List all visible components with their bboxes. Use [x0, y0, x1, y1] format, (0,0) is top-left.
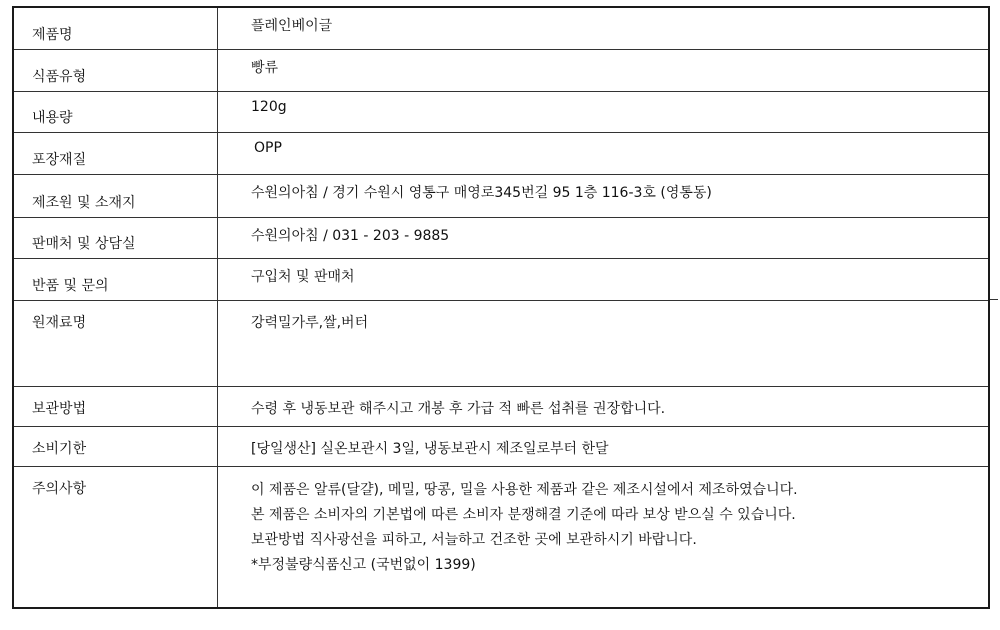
row-product-name	[14, 8, 988, 50]
row-returns	[14, 259, 988, 301]
value-packaging: OPP	[254, 140, 282, 156]
value-food-type: 빵류	[251, 60, 279, 76]
label-content: 내용량	[14, 92, 218, 132]
label-manufacturer: 제조원 및 소재지	[14, 175, 218, 217]
row-expiry	[14, 427, 988, 467]
row-storage	[14, 387, 988, 427]
caution-line-4: *부정불량식품신고 (국번없이 1399)	[251, 557, 476, 573]
label-ingredients: 원재료명	[14, 301, 218, 386]
label-storage: 보관방법	[14, 387, 218, 426]
value-seller: 수원의아침 / 031 - 203 - 9885	[251, 228, 450, 244]
row-packaging	[14, 133, 988, 175]
row-food-type	[14, 50, 988, 92]
label-seller: 판매처 및 상담실	[14, 218, 218, 258]
label-packaging: 포장재질	[14, 133, 218, 174]
label-caution: 주의사항	[14, 467, 218, 607]
row-ingredients	[14, 301, 988, 387]
row-seller	[14, 218, 988, 259]
row-manufacturer	[14, 175, 988, 218]
row-content	[14, 92, 988, 133]
value-manufacturer: 수원의아침 / 경기 수원시 영통구 매영로345번길 95 1층 116-3호 (영통동)	[251, 185, 712, 201]
divider-mark	[990, 299, 998, 300]
value-ingredients: 강력밀가루,쌀,버터	[251, 315, 369, 331]
label-returns: 반품 및 문의	[14, 259, 218, 300]
row-caution	[14, 467, 988, 607]
label-expiry: 소비기한	[14, 427, 218, 466]
product-info-table	[12, 6, 990, 609]
caution-line-2: 본 제품은 소비자의 기본법에 따른 소비자 분쟁해결 기준에 따라 보상 받으실 수 있습니다.	[251, 507, 796, 523]
value-returns: 구입처 및 판매처	[251, 269, 355, 285]
value-content: 120g	[251, 99, 287, 115]
value-caution	[218, 467, 988, 607]
value-storage: 수령 후 냉동보관 해주시고 개봉 후 가급 적 빠른 섭취를 권장합니다.	[251, 401, 666, 417]
label-food-type: 식품유형	[14, 50, 218, 91]
caution-line-3: 보관방법 직사광선을 피하고, 서늘하고 건조한 곳에 보관하시기 바랍니다.	[251, 532, 697, 548]
caution-line-1: 이 제품은 알류(달걀), 메밀, 땅콩, 밀을 사용한 제품과 같은 제조시설에서 제조하였습니다.	[251, 482, 798, 498]
label-product-name: 제품명	[14, 8, 218, 49]
value-product-name: 플레인베이글	[251, 18, 333, 34]
value-expiry: [당일생산] 실온보관시 3일, 냉동보관시 제조일로부터 한달	[251, 441, 609, 457]
